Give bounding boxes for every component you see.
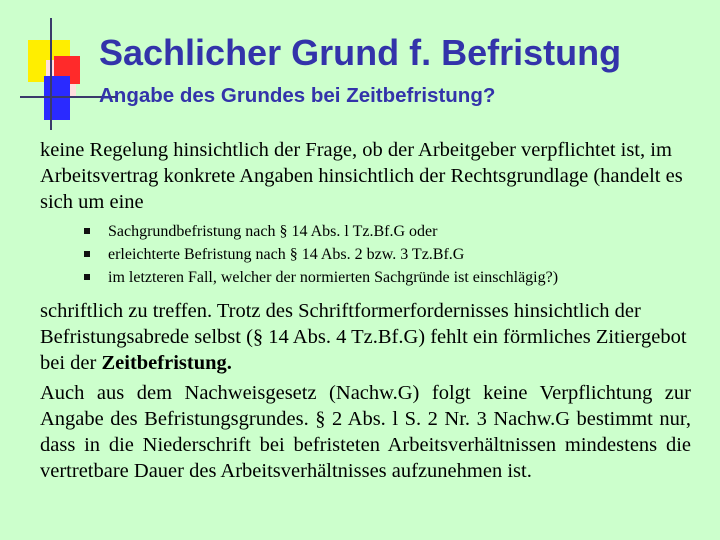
bullet-item (84, 220, 704, 243)
bullet-item (84, 266, 704, 289)
bullet-item (84, 243, 704, 266)
slide-title: Sachlicher Grund f. Befristung (99, 32, 622, 73)
paragraph-schriftform (40, 298, 700, 376)
decor-blue-square (44, 76, 70, 120)
paragraph-text: schriftlich zu treffen. Trotz des Schriftformerfordernisses hinsichtlich der Befristungsabrede selbst (§ 14 Abs. 4 Tz.Bf.G) fehlt ein förmliches Zitiergebot bei der (40, 300, 687, 374)
bullet-list (84, 220, 704, 289)
decor-vertical-line (50, 18, 52, 130)
bullet-text: Sachgrundbefristung nach § 14 Abs. l Tz.Bf.G oder (108, 223, 438, 240)
slide-subtitle: Angabe des Grundes bei Zeitbefristung? (99, 84, 496, 107)
bullet-text: im letzteren Fall, welcher der normierten Sachgründe ist einschlägig?) (108, 269, 559, 286)
paragraph-nachweisgesetz: Auch aus dem Nachweisgesetz (Nachw.G) folgt keine Verpflichtung zur Angabe des Befristungsgrundes. § 2 Abs. l S. 2 Nr. 3 Nachw.G bestimmt nur, dass in die Niederschrift bei befristeten Arbeitsverhältnissen mindestens die vertretbare Dauer des Arbeitsverhältnisses aufzunehmen ist. (40, 382, 691, 482)
bullet-text: erleichterte Befristung nach § 14 Abs. 2 bzw. 3 Tz.Bf.G (108, 246, 465, 263)
bullet-square-icon (84, 251, 90, 257)
bullet-square-icon (84, 274, 90, 280)
paragraph-intro: keine Regelung hinsichtlich der Frage, ob der Arbeitgeber verpflichtet ist, im Arbeitsvertrag konkrete Angaben hinsichtlich der Rechtsgrundlage (handelt es sich um eine (40, 139, 683, 213)
paragraph-bold-term: Zeitbefristung. (101, 352, 232, 374)
bullet-square-icon (84, 228, 90, 234)
